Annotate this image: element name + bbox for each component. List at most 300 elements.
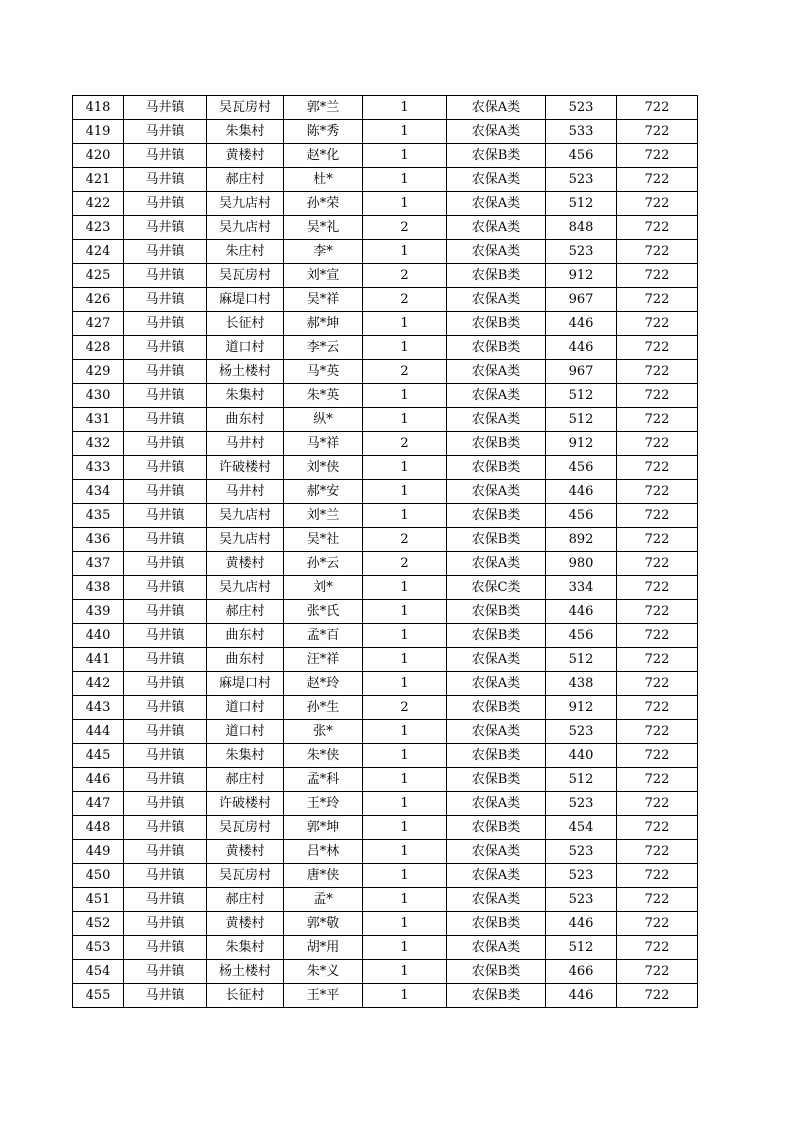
- village-cell: 吴九店村: [207, 216, 284, 240]
- amount-cell: 848: [546, 216, 617, 240]
- standard-cell: 722: [617, 408, 698, 432]
- standard-cell: 722: [617, 288, 698, 312]
- row-number-cell: 422: [73, 192, 124, 216]
- row-number-cell: 444: [73, 720, 124, 744]
- village-cell: 郝庄村: [207, 600, 284, 624]
- village-cell: 吴九店村: [207, 192, 284, 216]
- household-count-cell: 1: [363, 888, 447, 912]
- household-count-cell: 1: [363, 648, 447, 672]
- village-cell: 麻堤口村: [207, 288, 284, 312]
- village-cell: 长征村: [207, 984, 284, 1008]
- household-count-cell: 2: [363, 528, 447, 552]
- household-count-cell: 2: [363, 216, 447, 240]
- town-cell: 马井镇: [124, 744, 207, 768]
- row-number-cell: 443: [73, 696, 124, 720]
- name-cell: 孙*云: [284, 552, 363, 576]
- town-cell: 马井镇: [124, 384, 207, 408]
- household-count-cell: 1: [363, 768, 447, 792]
- insurance-category-cell: 农保B类: [447, 144, 546, 168]
- amount-cell: 446: [546, 600, 617, 624]
- table-row: [73, 216, 698, 240]
- amount-cell: 446: [546, 312, 617, 336]
- insurance-category-cell: 农保B类: [447, 984, 546, 1008]
- insurance-category-cell: 农保B类: [447, 312, 546, 336]
- row-number-cell: 431: [73, 408, 124, 432]
- row-number-cell: 439: [73, 600, 124, 624]
- amount-cell: 523: [546, 792, 617, 816]
- name-cell: 刘*宣: [284, 264, 363, 288]
- amount-cell: 466: [546, 960, 617, 984]
- village-cell: 杨土楼村: [207, 360, 284, 384]
- row-number-cell: 423: [73, 216, 124, 240]
- standard-cell: 722: [617, 384, 698, 408]
- standard-cell: 722: [617, 192, 698, 216]
- village-cell: 杨土楼村: [207, 960, 284, 984]
- household-count-cell: 1: [363, 96, 447, 120]
- amount-cell: 456: [546, 144, 617, 168]
- town-cell: 马井镇: [124, 816, 207, 840]
- name-cell: 郝*安: [284, 480, 363, 504]
- household-count-cell: 1: [363, 960, 447, 984]
- table-row: [73, 432, 698, 456]
- standard-cell: 722: [617, 600, 698, 624]
- row-number-cell: 452: [73, 912, 124, 936]
- insurance-category-cell: 农保B类: [447, 600, 546, 624]
- insurance-category-cell: 农保A类: [447, 240, 546, 264]
- village-cell: 吴九店村: [207, 504, 284, 528]
- name-cell: 刘*兰: [284, 504, 363, 528]
- village-cell: 道口村: [207, 696, 284, 720]
- town-cell: 马井镇: [124, 792, 207, 816]
- household-count-cell: 1: [363, 744, 447, 768]
- standard-cell: 722: [617, 960, 698, 984]
- row-number-cell: 436: [73, 528, 124, 552]
- amount-cell: 533: [546, 120, 617, 144]
- table-row: [73, 240, 698, 264]
- row-number-cell: 420: [73, 144, 124, 168]
- insurance-category-cell: 农保A类: [447, 192, 546, 216]
- table-row: [73, 984, 698, 1008]
- amount-cell: 912: [546, 696, 617, 720]
- town-cell: 马井镇: [124, 912, 207, 936]
- amount-cell: 512: [546, 384, 617, 408]
- table-row: [73, 672, 698, 696]
- table-row: [73, 168, 698, 192]
- row-number-cell: 437: [73, 552, 124, 576]
- amount-cell: 440: [546, 744, 617, 768]
- household-count-cell: 1: [363, 984, 447, 1008]
- insurance-category-cell: 农保A类: [447, 360, 546, 384]
- insurance-category-cell: 农保A类: [447, 840, 546, 864]
- row-number-cell: 428: [73, 336, 124, 360]
- name-cell: 朱*义: [284, 960, 363, 984]
- row-number-cell: 430: [73, 384, 124, 408]
- insurance-category-cell: 农保B类: [447, 960, 546, 984]
- table-row: [73, 528, 698, 552]
- table-row: [73, 120, 698, 144]
- insurance-category-cell: 农保B类: [447, 456, 546, 480]
- insurance-category-cell: 农保A类: [447, 936, 546, 960]
- household-count-cell: 2: [363, 288, 447, 312]
- row-number-cell: 421: [73, 168, 124, 192]
- town-cell: 马井镇: [124, 624, 207, 648]
- table-row: [73, 624, 698, 648]
- village-cell: 曲东村: [207, 408, 284, 432]
- standard-cell: 722: [617, 912, 698, 936]
- village-cell: 许破楼村: [207, 456, 284, 480]
- insurance-category-cell: 农保A类: [447, 384, 546, 408]
- insurance-category-cell: 农保A类: [447, 216, 546, 240]
- household-count-cell: 1: [363, 864, 447, 888]
- household-count-cell: 1: [363, 168, 447, 192]
- amount-cell: 523: [546, 96, 617, 120]
- name-cell: 郭*敬: [284, 912, 363, 936]
- row-number-cell: 427: [73, 312, 124, 336]
- standard-cell: 722: [617, 360, 698, 384]
- row-number-cell: 449: [73, 840, 124, 864]
- insurance-category-cell: 农保B类: [447, 432, 546, 456]
- name-cell: 孟*: [284, 888, 363, 912]
- standard-cell: 722: [617, 144, 698, 168]
- standard-cell: 722: [617, 264, 698, 288]
- name-cell: 赵*化: [284, 144, 363, 168]
- amount-cell: 967: [546, 288, 617, 312]
- row-number-cell: 429: [73, 360, 124, 384]
- household-count-cell: 1: [363, 624, 447, 648]
- table-row: [73, 840, 698, 864]
- standard-cell: 722: [617, 312, 698, 336]
- insurance-category-cell: 农保B类: [447, 504, 546, 528]
- insurance-category-cell: 农保A类: [447, 408, 546, 432]
- town-cell: 马井镇: [124, 600, 207, 624]
- row-number-cell: 434: [73, 480, 124, 504]
- row-number-cell: 425: [73, 264, 124, 288]
- amount-cell: 512: [546, 408, 617, 432]
- name-cell: 刘*侠: [284, 456, 363, 480]
- standard-cell: 722: [617, 840, 698, 864]
- row-number-cell: 446: [73, 768, 124, 792]
- town-cell: 马井镇: [124, 432, 207, 456]
- standard-cell: 722: [617, 96, 698, 120]
- standard-cell: 722: [617, 816, 698, 840]
- amount-cell: 512: [546, 192, 617, 216]
- table-row: [73, 696, 698, 720]
- village-cell: 黄楼村: [207, 552, 284, 576]
- row-number-cell: 447: [73, 792, 124, 816]
- table-row: [73, 504, 698, 528]
- household-count-cell: 1: [363, 840, 447, 864]
- name-cell: 纵*: [284, 408, 363, 432]
- amount-cell: 523: [546, 168, 617, 192]
- household-count-cell: 1: [363, 144, 447, 168]
- table-row: [73, 792, 698, 816]
- table-row: [73, 936, 698, 960]
- village-cell: 吴瓦房村: [207, 864, 284, 888]
- household-count-cell: 1: [363, 312, 447, 336]
- village-cell: 吴九店村: [207, 576, 284, 600]
- town-cell: 马井镇: [124, 456, 207, 480]
- town-cell: 马井镇: [124, 984, 207, 1008]
- household-count-cell: 1: [363, 912, 447, 936]
- town-cell: 马井镇: [124, 696, 207, 720]
- row-number-cell: 432: [73, 432, 124, 456]
- name-cell: 朱*英: [284, 384, 363, 408]
- amount-cell: 967: [546, 360, 617, 384]
- village-cell: 吴瓦房村: [207, 96, 284, 120]
- table-row: [73, 96, 698, 120]
- village-cell: 曲东村: [207, 624, 284, 648]
- standard-cell: 722: [617, 480, 698, 504]
- household-count-cell: 2: [363, 360, 447, 384]
- table-row: [73, 144, 698, 168]
- standard-cell: 722: [617, 936, 698, 960]
- town-cell: 马井镇: [124, 552, 207, 576]
- insurance-category-cell: 农保B类: [447, 528, 546, 552]
- village-cell: 麻堤口村: [207, 672, 284, 696]
- name-cell: 吴*礼: [284, 216, 363, 240]
- table-row: [73, 192, 698, 216]
- town-cell: 马井镇: [124, 528, 207, 552]
- town-cell: 马井镇: [124, 840, 207, 864]
- row-number-cell: 438: [73, 576, 124, 600]
- table-row: [73, 816, 698, 840]
- town-cell: 马井镇: [124, 120, 207, 144]
- household-count-cell: 1: [363, 576, 447, 600]
- insurance-category-cell: 农保A类: [447, 792, 546, 816]
- village-cell: 马井村: [207, 480, 284, 504]
- row-number-cell: 440: [73, 624, 124, 648]
- row-number-cell: 424: [73, 240, 124, 264]
- standard-cell: 722: [617, 552, 698, 576]
- amount-cell: 456: [546, 456, 617, 480]
- table-row: [73, 552, 698, 576]
- row-number-cell: 454: [73, 960, 124, 984]
- name-cell: 王*玲: [284, 792, 363, 816]
- household-count-cell: 1: [363, 336, 447, 360]
- name-cell: 张*: [284, 720, 363, 744]
- village-cell: 许破楼村: [207, 792, 284, 816]
- town-cell: 马井镇: [124, 720, 207, 744]
- household-count-cell: 1: [363, 408, 447, 432]
- records-table: [72, 95, 698, 1008]
- row-number-cell: 426: [73, 288, 124, 312]
- standard-cell: 722: [617, 864, 698, 888]
- standard-cell: 722: [617, 168, 698, 192]
- table-row: [73, 720, 698, 744]
- amount-cell: 334: [546, 576, 617, 600]
- amount-cell: 523: [546, 240, 617, 264]
- row-number-cell: 442: [73, 672, 124, 696]
- town-cell: 马井镇: [124, 240, 207, 264]
- insurance-category-cell: 农保B类: [447, 696, 546, 720]
- insurance-category-cell: 农保B类: [447, 264, 546, 288]
- standard-cell: 722: [617, 648, 698, 672]
- amount-cell: 523: [546, 720, 617, 744]
- amount-cell: 446: [546, 480, 617, 504]
- household-count-cell: 1: [363, 672, 447, 696]
- standard-cell: 722: [617, 984, 698, 1008]
- village-cell: 曲东村: [207, 648, 284, 672]
- name-cell: 王*平: [284, 984, 363, 1008]
- table-row: [73, 288, 698, 312]
- town-cell: 马井镇: [124, 576, 207, 600]
- name-cell: 唐*侠: [284, 864, 363, 888]
- town-cell: 马井镇: [124, 144, 207, 168]
- household-count-cell: 2: [363, 552, 447, 576]
- insurance-category-cell: 农保A类: [447, 864, 546, 888]
- insurance-category-cell: 农保B类: [447, 624, 546, 648]
- records-table-body: [73, 96, 698, 1008]
- household-count-cell: 1: [363, 384, 447, 408]
- row-number-cell: 419: [73, 120, 124, 144]
- amount-cell: 892: [546, 528, 617, 552]
- insurance-category-cell: 农保A类: [447, 96, 546, 120]
- table-row: [73, 456, 698, 480]
- name-cell: 陈*秀: [284, 120, 363, 144]
- town-cell: 马井镇: [124, 408, 207, 432]
- name-cell: 汪*祥: [284, 648, 363, 672]
- town-cell: 马井镇: [124, 648, 207, 672]
- village-cell: 朱集村: [207, 120, 284, 144]
- table-row: [73, 864, 698, 888]
- standard-cell: 722: [617, 888, 698, 912]
- insurance-category-cell: 农保B类: [447, 816, 546, 840]
- insurance-category-cell: 农保C类: [447, 576, 546, 600]
- household-count-cell: 1: [363, 720, 447, 744]
- name-cell: 吴*社: [284, 528, 363, 552]
- row-number-cell: 441: [73, 648, 124, 672]
- name-cell: 郭*兰: [284, 96, 363, 120]
- village-cell: 朱集村: [207, 744, 284, 768]
- town-cell: 马井镇: [124, 768, 207, 792]
- village-cell: 吴瓦房村: [207, 264, 284, 288]
- insurance-category-cell: 农保B类: [447, 744, 546, 768]
- town-cell: 马井镇: [124, 360, 207, 384]
- name-cell: 孙*生: [284, 696, 363, 720]
- standard-cell: 722: [617, 120, 698, 144]
- row-number-cell: 455: [73, 984, 124, 1008]
- name-cell: 杜*: [284, 168, 363, 192]
- name-cell: 朱*侠: [284, 744, 363, 768]
- amount-cell: 523: [546, 888, 617, 912]
- amount-cell: 912: [546, 432, 617, 456]
- standard-cell: 722: [617, 432, 698, 456]
- amount-cell: 454: [546, 816, 617, 840]
- household-count-cell: 1: [363, 504, 447, 528]
- standard-cell: 722: [617, 528, 698, 552]
- household-count-cell: 1: [363, 792, 447, 816]
- row-number-cell: 433: [73, 456, 124, 480]
- name-cell: 李*: [284, 240, 363, 264]
- name-cell: 李*云: [284, 336, 363, 360]
- standard-cell: 722: [617, 696, 698, 720]
- town-cell: 马井镇: [124, 504, 207, 528]
- village-cell: 黄楼村: [207, 840, 284, 864]
- village-cell: 黄楼村: [207, 912, 284, 936]
- name-cell: 孟*百: [284, 624, 363, 648]
- standard-cell: 722: [617, 576, 698, 600]
- insurance-category-cell: 农保A类: [447, 648, 546, 672]
- household-count-cell: 1: [363, 600, 447, 624]
- town-cell: 马井镇: [124, 264, 207, 288]
- table-row: [73, 312, 698, 336]
- standard-cell: 722: [617, 768, 698, 792]
- standard-cell: 722: [617, 792, 698, 816]
- table-row: [73, 336, 698, 360]
- household-count-cell: 1: [363, 456, 447, 480]
- table-row: [73, 384, 698, 408]
- village-cell: 郝庄村: [207, 768, 284, 792]
- amount-cell: 446: [546, 912, 617, 936]
- insurance-category-cell: 农保A类: [447, 552, 546, 576]
- village-cell: 长征村: [207, 312, 284, 336]
- name-cell: 马*祥: [284, 432, 363, 456]
- amount-cell: 912: [546, 264, 617, 288]
- amount-cell: 456: [546, 504, 617, 528]
- table-row: [73, 264, 698, 288]
- amount-cell: 523: [546, 864, 617, 888]
- insurance-category-cell: 农保B类: [447, 912, 546, 936]
- table-row: [73, 768, 698, 792]
- name-cell: 胡*用: [284, 936, 363, 960]
- town-cell: 马井镇: [124, 960, 207, 984]
- village-cell: 吴九店村: [207, 528, 284, 552]
- amount-cell: 980: [546, 552, 617, 576]
- table-row: [73, 744, 698, 768]
- row-number-cell: 453: [73, 936, 124, 960]
- amount-cell: 512: [546, 936, 617, 960]
- row-number-cell: 445: [73, 744, 124, 768]
- table-row: [73, 576, 698, 600]
- town-cell: 马井镇: [124, 888, 207, 912]
- household-count-cell: 1: [363, 240, 447, 264]
- village-cell: 道口村: [207, 720, 284, 744]
- name-cell: 吕*林: [284, 840, 363, 864]
- standard-cell: 722: [617, 720, 698, 744]
- insurance-category-cell: 农保B类: [447, 336, 546, 360]
- village-cell: 道口村: [207, 336, 284, 360]
- table-row: [73, 912, 698, 936]
- table-row: [73, 480, 698, 504]
- insurance-category-cell: 农保A类: [447, 480, 546, 504]
- village-cell: 郝庄村: [207, 168, 284, 192]
- standard-cell: 722: [617, 672, 698, 696]
- village-cell: 朱庄村: [207, 240, 284, 264]
- town-cell: 马井镇: [124, 168, 207, 192]
- amount-cell: 523: [546, 840, 617, 864]
- household-count-cell: 2: [363, 696, 447, 720]
- amount-cell: 512: [546, 768, 617, 792]
- insurance-category-cell: 农保A类: [447, 720, 546, 744]
- village-cell: 朱集村: [207, 384, 284, 408]
- standard-cell: 722: [617, 456, 698, 480]
- table-row: [73, 648, 698, 672]
- table-row: [73, 600, 698, 624]
- name-cell: 赵*玲: [284, 672, 363, 696]
- household-count-cell: 2: [363, 264, 447, 288]
- standard-cell: 722: [617, 504, 698, 528]
- town-cell: 马井镇: [124, 336, 207, 360]
- row-number-cell: 451: [73, 888, 124, 912]
- standard-cell: 722: [617, 216, 698, 240]
- household-count-cell: 1: [363, 120, 447, 144]
- insurance-category-cell: 农保A类: [447, 672, 546, 696]
- amount-cell: 512: [546, 648, 617, 672]
- name-cell: 郝*坤: [284, 312, 363, 336]
- table-row: [73, 888, 698, 912]
- village-cell: 黄楼村: [207, 144, 284, 168]
- insurance-category-cell: 农保A类: [447, 120, 546, 144]
